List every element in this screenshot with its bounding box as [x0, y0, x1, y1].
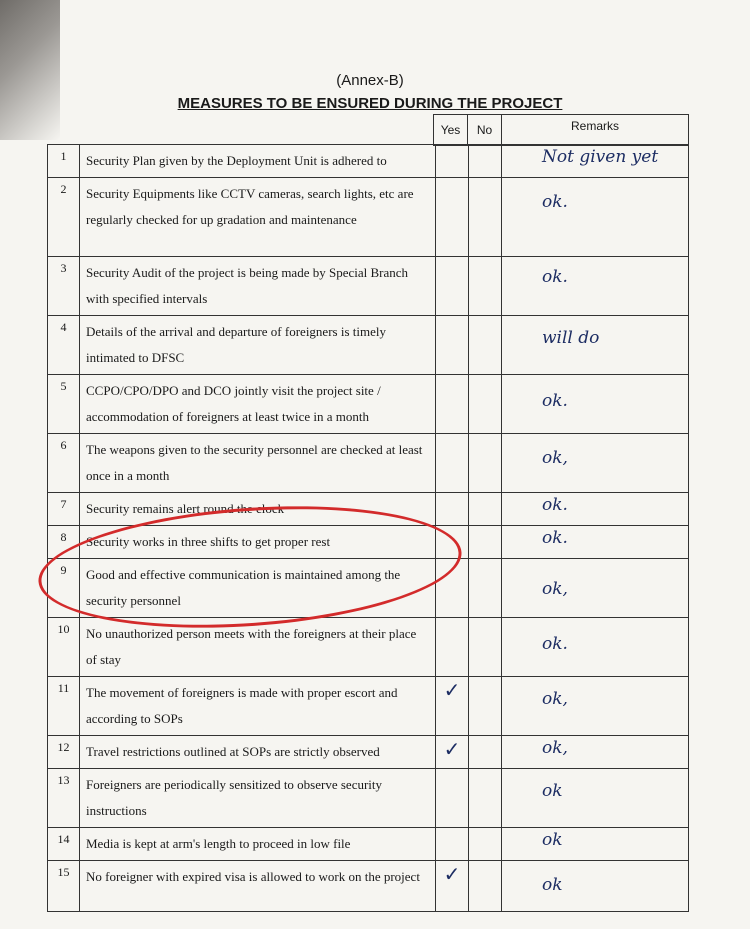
table-row: [48, 145, 689, 178]
measures-table: [47, 144, 689, 912]
remark-cell: [502, 316, 689, 375]
table-row: [48, 493, 689, 526]
yes-check-mark: [436, 828, 469, 861]
yes-check-mark: ✓: [436, 736, 469, 769]
table-row: [48, 861, 689, 912]
handwritten-remark: ok.: [542, 192, 568, 212]
yes-check-mark: ✓: [436, 861, 469, 912]
table-row: [48, 736, 689, 769]
table-row: [48, 375, 689, 434]
remark-cell: [502, 434, 689, 493]
yes-check-mark: [436, 559, 469, 618]
table-row: [48, 434, 689, 493]
remarks-column-header: Remarks: [502, 115, 689, 146]
no-check-mark: [469, 618, 502, 677]
handwritten-remark: ok.: [542, 528, 568, 548]
measures-table-body: [48, 145, 689, 912]
remark-cell: [502, 178, 689, 257]
row-number: 13: [48, 769, 80, 828]
yes-check-mark: [436, 618, 469, 677]
table-row: [48, 316, 689, 375]
row-number: 4: [48, 316, 80, 375]
row-number: 8: [48, 526, 80, 559]
yes-check-mark: [436, 316, 469, 375]
remark-cell: [502, 769, 689, 828]
row-number: 2: [48, 178, 80, 257]
measure-text: CCPO/CPO/DPO and DCO jointly visit the project site / accommodation of foreigners at least twice in a month: [80, 375, 436, 434]
table-row: [48, 526, 689, 559]
no-check-mark: [469, 178, 502, 257]
table-row: [48, 257, 689, 316]
yes-check-mark: [436, 769, 469, 828]
no-check-mark: [469, 559, 502, 618]
yes-check-mark: [436, 434, 469, 493]
remark-cell: [502, 493, 689, 526]
no-check-mark: [469, 769, 502, 828]
measure-text: Security remains alert round the clock: [80, 493, 436, 526]
measure-text: Security Audit of the project is being made by Special Branch with specified intervals: [80, 257, 436, 316]
photo-corner-shadow: [0, 0, 60, 140]
measure-text: Media is kept at arm's length to proceed in low file: [80, 828, 436, 861]
remark-cell: [502, 861, 689, 912]
column-header-table: [433, 114, 689, 146]
no-column-header: No: [468, 115, 502, 146]
remark-cell: [502, 828, 689, 861]
remark-cell: [502, 618, 689, 677]
handwritten-remark: ok: [542, 781, 563, 801]
handwritten-remark: ok,: [542, 448, 568, 468]
no-check-mark: [469, 145, 502, 178]
measure-text: Security Plan given by the Deployment Unit is adhered to: [80, 145, 436, 178]
handwritten-remark: ok.: [542, 391, 568, 411]
handwritten-remark: ok.: [542, 267, 568, 287]
measure-text: The movement of foreigners is made with proper escort and according to SOPs: [80, 677, 436, 736]
yes-check-mark: [436, 526, 469, 559]
table-row: [48, 178, 689, 257]
no-check-mark: [469, 375, 502, 434]
measure-text: No unauthorized person meets with the foreigners at their place of stay: [80, 618, 436, 677]
table-row: [48, 677, 689, 736]
handwritten-remark: ok: [542, 830, 563, 850]
row-number: 10: [48, 618, 80, 677]
remark-cell: [502, 677, 689, 736]
no-check-mark: [469, 677, 502, 736]
row-number: 15: [48, 861, 80, 912]
row-number: 9: [48, 559, 80, 618]
row-number: 7: [48, 493, 80, 526]
handwritten-remark: ok,: [542, 689, 568, 709]
remark-cell: [502, 145, 689, 178]
row-number: 11: [48, 677, 80, 736]
page-title: MEASURES TO BE ENSURED DURING THE PROJECT: [177, 95, 563, 112]
no-check-mark: [469, 736, 502, 769]
yes-check-mark: [436, 493, 469, 526]
remark-cell: [502, 375, 689, 434]
yes-column-header: Yes: [434, 115, 468, 146]
no-check-mark: [469, 493, 502, 526]
yes-check-mark: [436, 178, 469, 257]
annex-label: (Annex-B): [336, 72, 404, 89]
yes-check-mark: [436, 375, 469, 434]
no-check-mark: [469, 828, 502, 861]
measure-text: No foreigner with expired visa is allowed to work on the project: [80, 861, 436, 912]
row-number: 5: [48, 375, 80, 434]
row-number: 12: [48, 736, 80, 769]
table-row: [48, 559, 689, 618]
handwritten-remark: ok,: [542, 738, 568, 758]
handwritten-remark: ok,: [542, 579, 568, 599]
measure-text: Travel restrictions outlined at SOPs are strictly observed: [80, 736, 436, 769]
no-check-mark: [469, 257, 502, 316]
row-number: 3: [48, 257, 80, 316]
row-number: 1: [48, 145, 80, 178]
handwritten-remark: Not given yet: [542, 147, 659, 167]
remark-cell: [502, 257, 689, 316]
yes-check-mark: [436, 145, 469, 178]
measure-text: Foreigners are periodically sensitized to observe security instructions: [80, 769, 436, 828]
row-number: 14: [48, 828, 80, 861]
measure-text: The weapons given to the security personnel are checked at least once in a month: [80, 434, 436, 493]
table-row: [48, 618, 689, 677]
measure-text: Good and effective communication is maintained among the security personnel: [80, 559, 436, 618]
measure-text: Security Equipments like CCTV cameras, search lights, etc are regularly checked for up gradation and maintenance: [80, 178, 436, 257]
no-check-mark: [469, 434, 502, 493]
handwritten-remark: ok.: [542, 634, 568, 654]
handwritten-remark: ok.: [542, 495, 568, 515]
no-check-mark: [469, 316, 502, 375]
remark-cell: [502, 736, 689, 769]
yes-check-mark: [436, 257, 469, 316]
no-check-mark: [469, 861, 502, 912]
handwritten-remark: ok: [542, 875, 563, 895]
no-check-mark: [469, 526, 502, 559]
row-number: 6: [48, 434, 80, 493]
measure-text: Details of the arrival and departure of foreigners is timely intimated to DFSC: [80, 316, 436, 375]
remark-cell: [502, 559, 689, 618]
handwritten-remark: will do: [542, 328, 600, 348]
table-row: [48, 769, 689, 828]
remark-cell: [502, 526, 689, 559]
yes-check-mark: ✓: [436, 677, 469, 736]
measure-text: Security works in three shifts to get proper rest: [80, 526, 436, 559]
table-row: [48, 828, 689, 861]
